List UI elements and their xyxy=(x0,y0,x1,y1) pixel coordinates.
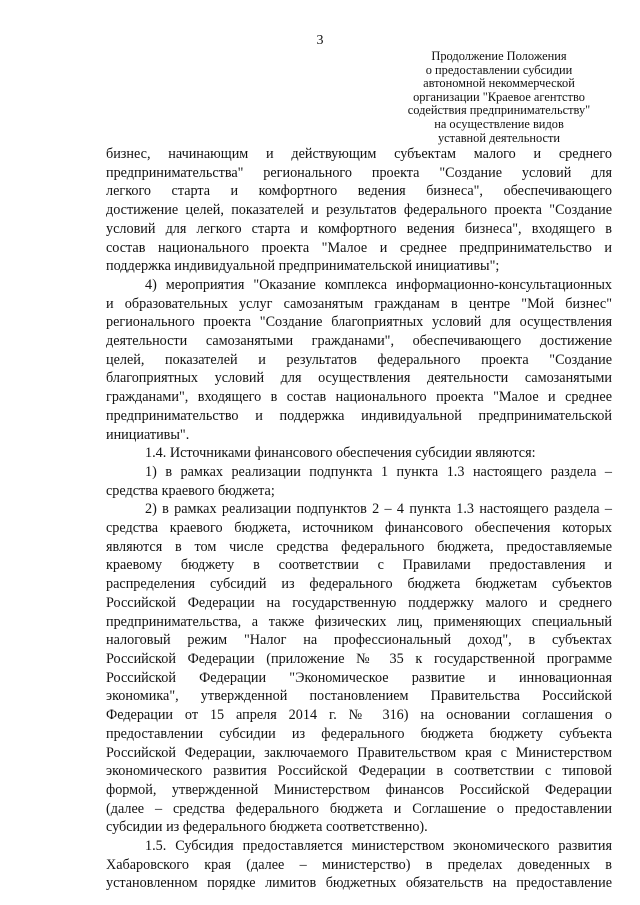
text-line: Хабаровского края (далее – министерство) в пределах доведенных в xyxy=(106,856,612,873)
header-line: автономной некоммерческой xyxy=(423,76,575,91)
document-body xyxy=(106,145,612,893)
page-number: 3 xyxy=(316,33,324,48)
header-line: содействия предпринимательству" xyxy=(407,103,591,118)
text-line: благоприятных условий для осуществления деятельности самозанятыми xyxy=(106,370,612,387)
text-line: формой, утвержденной Министерством финансов Российской Федерации xyxy=(106,781,612,798)
text-line: экономического развития Российской Федерации в соответствии с типовой xyxy=(106,763,612,780)
paragraph xyxy=(106,276,612,444)
text-line: Российской Федерации, заключаемого Правительством края с Министерством xyxy=(106,744,612,761)
text-line: предоставлении субсидии из федерального бюджета бюджету субъекта xyxy=(106,725,612,742)
text-line: 2) в рамках реализации подпунктов 2 – 4 пункта 1.3 настоящего раздела – xyxy=(145,501,612,518)
text-line: 1) в рамках реализации подпункта 1 пункта 1.3 настоящего раздела – xyxy=(145,463,612,480)
header-line: Продолжение Положения xyxy=(431,49,567,63)
text-line: предпринимательства, а также физических лиц, применяющих специальный xyxy=(106,613,612,630)
text-line: налоговый режим "Налог на профессиональный доход", в субъектах xyxy=(106,632,612,649)
text-line: достижение целей, показателей и результатов федерального проекта "Создание xyxy=(106,202,612,219)
text-line: средства краевого бюджета, источником финансового обеспечения которых xyxy=(106,520,612,537)
text-line: деятельности самозанятыми гражданами", обеспечивающего достижение xyxy=(106,333,612,350)
text-line: условий для легкого старта и комфортного ведения бизнеса", входящего в xyxy=(106,220,612,237)
text-line: распределения субсидий из федерального бюджета бюджетам субъектов xyxy=(106,576,612,593)
text-line: являются в том числе средства федерального бюджета, предоставляемые xyxy=(106,538,612,555)
paragraph xyxy=(106,463,612,500)
header-line: организации "Краевое агентство xyxy=(413,89,585,104)
paragraph xyxy=(106,837,612,893)
text-line: инициативы". xyxy=(106,426,190,443)
text-line: краевому бюджету в соответствии с Правилами предоставления и xyxy=(106,557,612,574)
text-line: поддержка индивидуальной предпринимательской инициативы"; xyxy=(106,258,500,275)
text-line: гражданами", входящего в состав национального проекта "Малое и среднее xyxy=(106,389,612,406)
text-line: предпринимательства" регионального проекта "Создание условий для xyxy=(106,164,612,181)
paragraph xyxy=(106,500,612,837)
paragraph xyxy=(106,444,612,463)
text-line: экономика", утвержденной постановлением Правительства Российской xyxy=(106,688,612,705)
text-line: 4) мероприятия "Оказание комплекса информационно-консультационных xyxy=(145,276,612,293)
text-line: средства краевого бюджета; xyxy=(106,482,275,499)
text-line: (далее – средства федерального бюджета и Соглашение о предоставлении xyxy=(106,800,612,817)
text-line: Российской Федерации на государственную поддержку малого и среднего xyxy=(106,594,612,611)
text-line: легкого старта и комфортного ведения бизнеса", обеспечивающего xyxy=(106,183,612,200)
header-line: на осуществление видов xyxy=(434,116,564,131)
text-line: установленном порядке лимитов бюджетных обязательств на предоставление xyxy=(106,875,612,892)
text-line: 1.5. Субсидия предоставляется министерством экономического развития xyxy=(145,838,612,855)
document-header xyxy=(386,50,612,145)
text-line: 1.4. Источниками финансового обеспечения субсидии являются: xyxy=(145,445,536,462)
header-line: уставной деятельности xyxy=(437,130,561,145)
text-line: Российской Федерации "Экономическое развитие и инновационная xyxy=(106,669,612,686)
text-line: субсидии из федерального бюджета соответственно). xyxy=(106,819,428,836)
text-line: регионального проекта "Создание благоприятных условий для осуществления xyxy=(106,314,612,331)
text-line: состав национального проекта "Малое и среднее предпринимательство и xyxy=(106,239,612,256)
text-line: и образовательных услуг самозанятым гражданам в центре "Мой бизнес" xyxy=(106,295,612,312)
text-line: целей, показателей и результатов федерального проекта "Создание xyxy=(106,351,612,368)
text-line: бизнес, начинающим и действующим субъектам малого и среднего xyxy=(106,146,612,162)
text-line: Федерации от 15 апреля 2014 г. № 316) на основании соглашения о xyxy=(106,707,612,724)
text-line: предпринимательство и поддержка индивидуальной предпринимательской xyxy=(106,407,612,424)
header-line: о предоставлении субсидии xyxy=(425,62,573,77)
paragraph xyxy=(106,145,612,276)
text-line: Российской Федерации (приложение № 35 к государственной программе xyxy=(106,650,612,667)
